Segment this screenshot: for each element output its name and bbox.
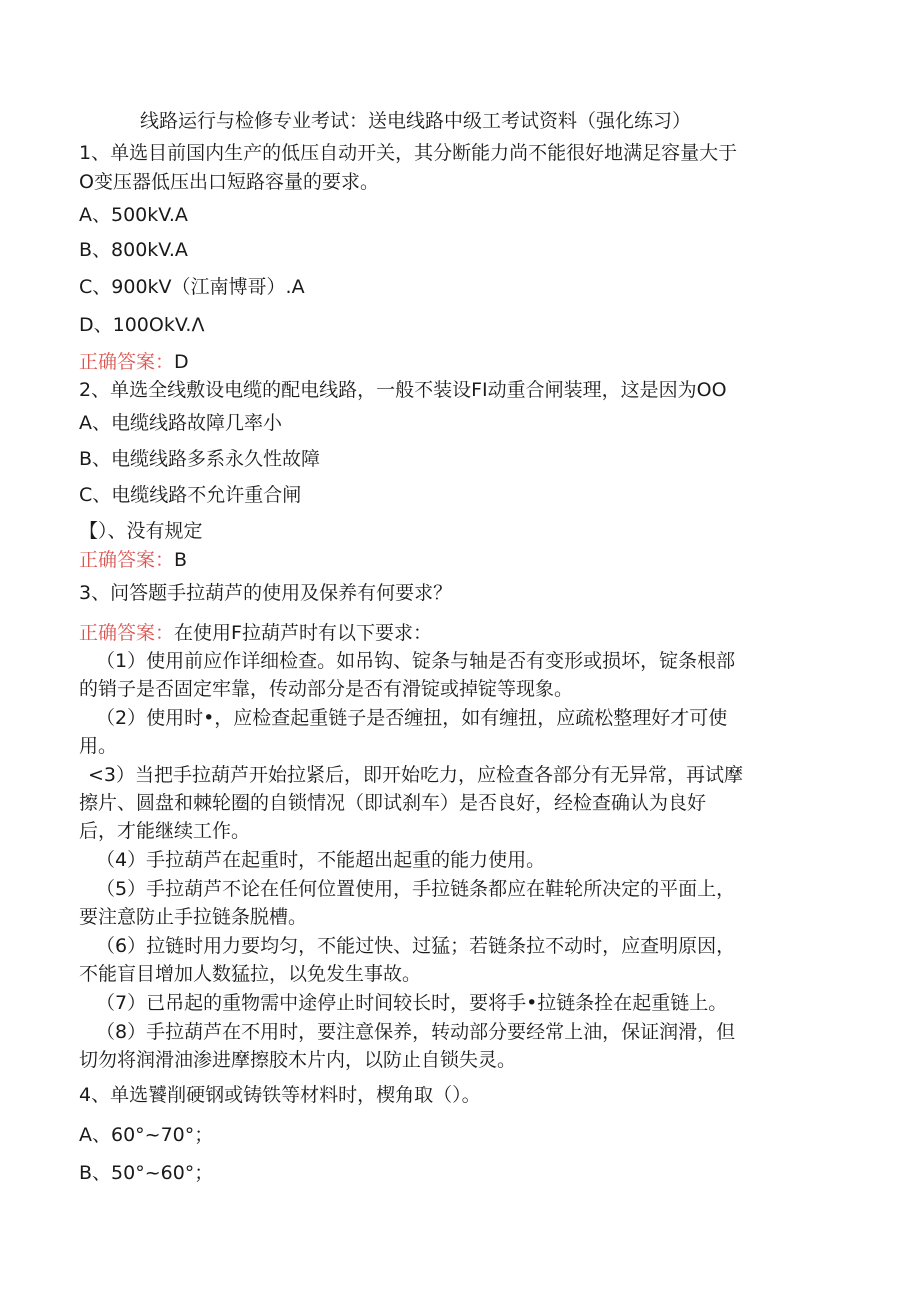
q3-item-2a: （2）使用时•，应检查起重链子是否缠扭，如有缠扭，应疏松整理好才可使 bbox=[96, 707, 728, 729]
q3-stem: 3、问答题手拉葫芦的使用及保养有何要求？ bbox=[79, 582, 453, 604]
q3-item-6a: （6）拉链时用力要均匀，不能过快、过猛；若链条拉不动时，应查明原因， bbox=[96, 935, 736, 957]
q3-item-6b: 不能盲目增加人数猛拉，以免发生事故。 bbox=[79, 963, 422, 985]
q3-item-3b: 擦片、圆盘和棘轮圈的自锁情况（即试刹车）是否良好，经检查确认为良好 bbox=[79, 792, 707, 814]
q2-option-d: 【）、没有规定 bbox=[79, 520, 203, 542]
q1-answer-label: 正确答案： bbox=[79, 351, 175, 373]
q2-option-a: A、电缆线路故障几率小 bbox=[79, 412, 282, 434]
q1-option-c: C、900kV（江南博哥）.A bbox=[79, 276, 305, 298]
q1-stem-line1: 1、单选目前国内生产的低压自动开关，其分断能力尚不能很好地满足容量大于 bbox=[79, 142, 738, 164]
q2-answer-value: B bbox=[174, 549, 188, 571]
q3-item-1b: 的销子是否固定牢靠，传动部分是否有滑锭或掉锭等现象。 bbox=[79, 678, 574, 700]
q3-item-5b: 要注意防止手拉链条脱槽。 bbox=[79, 906, 308, 928]
q3-item-2b: 用。 bbox=[79, 735, 118, 757]
q3-item-7: （7）已吊起的重物需中途停止时间较长时，要将手•拉链条拴在起重链上。 bbox=[96, 992, 728, 1014]
q3-item-3c: 后，才能继续工作。 bbox=[79, 820, 251, 842]
q4-option-b: B、50°~60°； bbox=[79, 1162, 214, 1184]
q4-option-a: A、60°~70°； bbox=[79, 1124, 214, 1146]
q3-item-8a: （8）手拉葫芦在不用时，要注意保养，转动部分要经常上油，保证润滑，但 bbox=[96, 1021, 736, 1043]
page-title: 线路运行与检修专业考试：送电线路中级工考试资料（强化练习） bbox=[140, 110, 692, 132]
q3-item-8b: 切勿将润滑油渗进摩擦胶木片内，以防止自锁失灵。 bbox=[79, 1049, 517, 1071]
q2-option-c: C、电缆线路不允许重合闸 bbox=[79, 484, 302, 506]
q1-option-d: D、100OkV.Λ bbox=[79, 314, 205, 336]
q3-item-1a: （1）使用前应作详细检查。如吊钩、锭条与轴是否有变形或损坏，锭条根部 bbox=[96, 650, 736, 672]
q3-item-3a: <3）当把手拉葫芦开始拉紧后，即开始吃力，应检查各部分有无异常，再试摩 bbox=[88, 764, 744, 786]
q3-item-4: （4）手拉葫芦在起重时，不能超出起重的能力使用。 bbox=[96, 849, 546, 871]
q1-option-a: A、500kV.A bbox=[79, 204, 188, 226]
q1-option-b: B、800kV.A bbox=[79, 239, 188, 261]
q1-answer-value: D bbox=[174, 351, 189, 373]
q2-answer-label: 正确答案： bbox=[79, 549, 175, 571]
q3-item-5a: （5）手拉葫芦不论在任何位置使用，手拉链条都应在鞋轮所决定的平面上， bbox=[96, 878, 736, 900]
q4-stem: 4、单选饕削硬钢或铸铁等材料时，楔角取（）。 bbox=[79, 1084, 481, 1106]
q1-stem-line2: O变压器低压出口短路容量的要求。 bbox=[79, 171, 379, 193]
q3-answer-intro: 在使用F拉葫芦时有以下要求： bbox=[174, 622, 432, 644]
q3-answer bbox=[79, 620, 432, 646]
q2-option-b: B、电缆线路多系永久性故障 bbox=[79, 448, 321, 470]
q1-answer bbox=[79, 349, 189, 375]
q2-answer bbox=[79, 547, 187, 573]
q2-stem: 2、单选全线敷设电缆的配电线路，一般不装设FI动重合闸装理，这是因为OO bbox=[79, 379, 727, 401]
q3-answer-label: 正确答案： bbox=[79, 622, 175, 644]
